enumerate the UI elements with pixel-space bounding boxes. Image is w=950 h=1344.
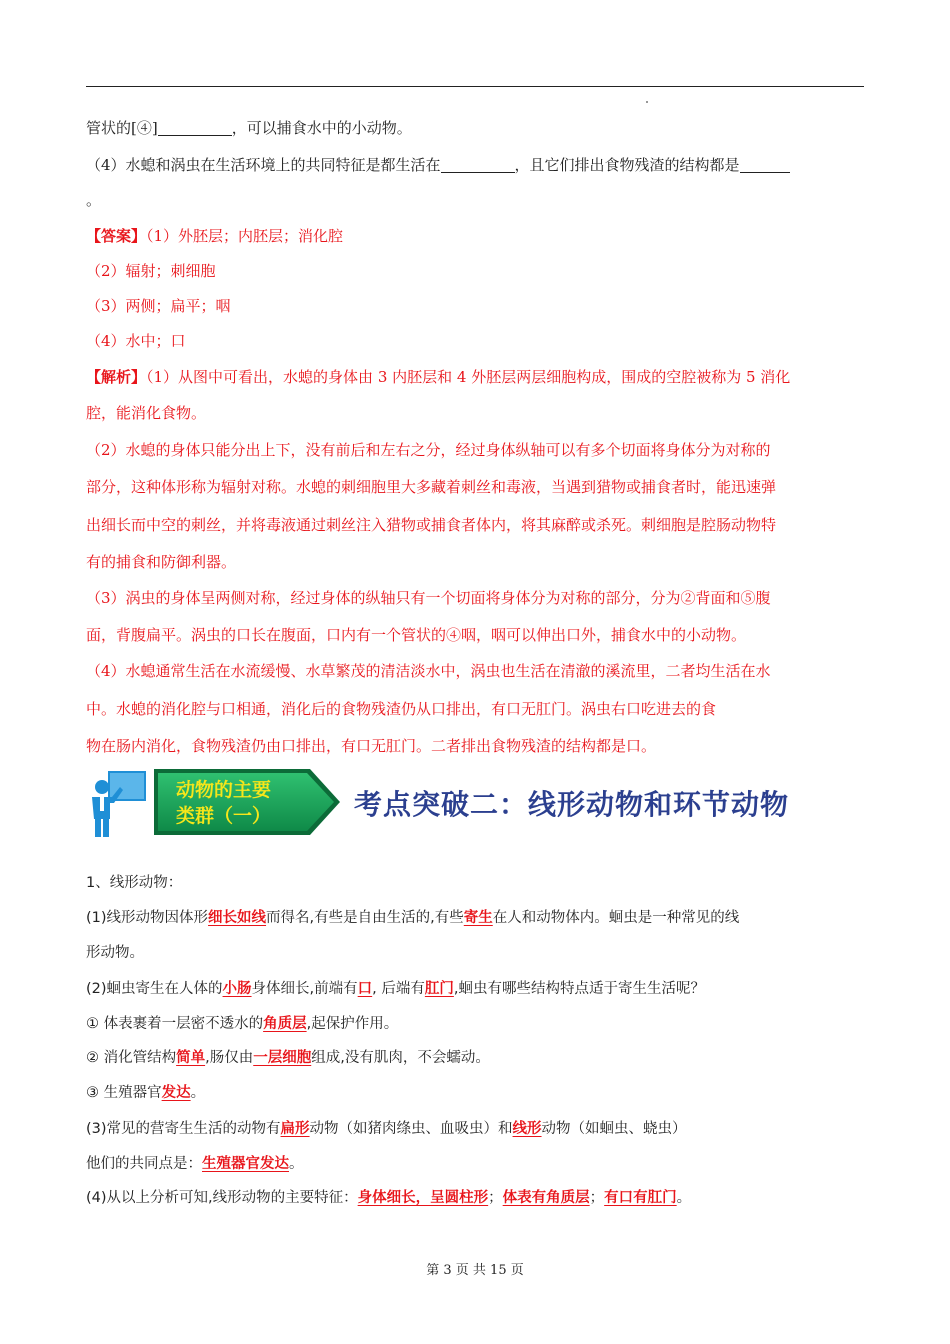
text: 组成,没有肌肉，不会蠕动。 xyxy=(311,1050,490,1066)
section-heading: 1、线形动物： xyxy=(86,875,183,891)
analysis-line-9: （4）水螅通常生活在水流缓慢、水草繁茂的清洁淡水中，涡虫也生活在清澈的溪流里，二者均生活在水 xyxy=(86,662,771,680)
text: ② 消化管结构 xyxy=(86,1050,177,1066)
analysis-text: （1）从图中可看出，水螅的身体由 3 内胚层和 4 外胚层两层细胞构成，围成的空腔被称为 5 消化 xyxy=(146,368,791,386)
q3-prefix: 管状的[④] xyxy=(86,119,158,137)
analysis-line-7: （3）涡虫的身体呈两侧对称，经过身体的纵轴只有一个切面将身体分为对称的部分，分为②背面和⑤腹 xyxy=(86,589,771,607)
text: (1)线形动物因体形 xyxy=(86,910,209,926)
answer-line-4: （4）水中；口 xyxy=(86,332,186,350)
key-term: 有口有肛门 xyxy=(604,1190,677,1206)
text: , 后端有 xyxy=(372,981,425,997)
text: (2)蛔虫寄生在人体的 xyxy=(86,981,223,997)
para-4 xyxy=(86,1047,876,1069)
para-7 xyxy=(86,1153,876,1175)
key-term: 线形 xyxy=(512,1121,542,1137)
key-term: 身体细长，呈圆柱形 xyxy=(357,1190,489,1206)
q3-suffix: ，可以捕食水中的小动物。 xyxy=(231,119,412,137)
q4-middle: ，且它们排出食物残渣的结构都是 xyxy=(514,156,740,174)
analysis-line-10: 中。水螅的消化腔与口相通，消化后的食物残渣仍从口排出，有口无肛门。涡虫右口吃进去的食 xyxy=(86,700,717,718)
text: 而得名,有些是自由生活的,有些 xyxy=(266,910,464,926)
analysis-label: 【解析】 xyxy=(86,368,147,386)
text: ③ 生殖器官 xyxy=(86,1085,162,1101)
text: ,蛔虫有哪些结构特点适于寄生生活呢？ xyxy=(453,981,705,997)
analysis-line-4: 部分，这种体形称为辐射对称。水螅的刺细胞里大多藏着刺丝和毒液，当遇到猎物或捕食者时，能迅速弹 xyxy=(86,478,777,496)
key-term: 角质层 xyxy=(263,1016,307,1032)
key-term: 细长如线 xyxy=(208,910,267,926)
answer-text: （1）外胚层；内胚层；消化腔 xyxy=(146,227,344,245)
answer-blank xyxy=(441,157,515,173)
text: 动物（如猪肉绦虫、血吸虫）和 xyxy=(309,1121,513,1137)
text: 他们的共同点是： xyxy=(86,1156,202,1172)
q4-line xyxy=(86,154,876,176)
text: 。 xyxy=(676,1190,692,1206)
teacher-icon xyxy=(86,769,148,837)
key-term: 一层细胞 xyxy=(253,1050,312,1066)
analysis-line-2: 腔，能消化食物。 xyxy=(86,404,207,422)
key-term: 肛门 xyxy=(424,981,454,997)
topic-pill-label xyxy=(176,777,306,829)
text: ； xyxy=(488,1190,503,1206)
analysis-line-1 xyxy=(86,366,876,388)
key-term: 体表有角质层 xyxy=(502,1190,590,1206)
key-term: 小肠 xyxy=(222,981,252,997)
text: 。 xyxy=(289,1156,304,1172)
answer-label: 【答案】 xyxy=(86,227,147,245)
key-term: 寄生 xyxy=(463,910,493,926)
para-1-cont: 形动物。 xyxy=(86,945,144,961)
para-1 xyxy=(86,907,876,929)
key-term: 口 xyxy=(357,981,373,997)
para-5 xyxy=(86,1082,876,1104)
pill-line-2: 类群（一） xyxy=(176,805,272,827)
analysis-line-8: 面，背腹扁平。涡虫的口长在腹面，口内有一个管状的④咽，咽可以伸出口外，捕食水中的小动物。 xyxy=(86,626,747,644)
para-2 xyxy=(86,978,876,1000)
text: 。 xyxy=(190,1085,206,1101)
para-8 xyxy=(86,1187,876,1209)
answer-line-3: （3）两侧；扁平；咽 xyxy=(86,297,231,315)
key-term: 扁形 xyxy=(280,1121,310,1137)
text: ； xyxy=(589,1190,605,1206)
q4-prefix: （4）水螅和涡虫在生活环境上的共同特征是都生活在 xyxy=(86,156,441,174)
answer-line-1 xyxy=(86,225,876,247)
text: ① 体表裹着一层密不透水的 xyxy=(86,1016,264,1032)
key-term: 发达 xyxy=(161,1085,191,1101)
analysis-line-6: 有的捕食和防御利器。 xyxy=(86,553,237,571)
section-banner xyxy=(86,763,866,845)
para-6 xyxy=(86,1118,876,1140)
section-title: 考点突破二：线形动物和环节动物 xyxy=(354,788,790,821)
text: 身体细长,前端有 xyxy=(251,981,358,997)
text: 在人和动物体内。蛔虫是一种常见的线 xyxy=(492,910,740,926)
text: ,起保护作用。 xyxy=(306,1016,399,1032)
text: 动物（如蛔虫、蛲虫） xyxy=(541,1121,687,1137)
page-footer: 第 3 页 共 15 页 xyxy=(426,1263,524,1278)
key-term: 生殖器官发达 xyxy=(202,1156,289,1172)
para-3 xyxy=(86,1013,876,1035)
q3-line-end xyxy=(86,117,876,139)
analysis-line-3: （2）水螅的身体只能分出上下，没有前后和左右之分，经过身体纵轴可以有多个切面将身体分为对称的 xyxy=(86,441,771,459)
answer-line-2: （2）辐射；刺细胞 xyxy=(86,262,216,280)
analysis-line-11: 物在肠内消化，食物残渣仍由口排出，有口无肛门。二者排出食物残渣的结构都是口。 xyxy=(86,737,657,755)
key-term: 简单 xyxy=(176,1050,206,1066)
pill-line-1: 动物的主要 xyxy=(176,779,272,801)
q4-tail: 。 xyxy=(86,191,102,209)
text: (4)从以上分析可知,线形动物的主要特征： xyxy=(86,1190,358,1206)
dot-mark xyxy=(646,101,648,103)
answer-blank xyxy=(740,157,790,173)
header-rule xyxy=(86,86,864,87)
text: ,肠仅由 xyxy=(205,1050,254,1066)
analysis-line-5: 出细长而中空的刺丝，并将毒液通过刺丝注入猎物或捕食者体内，将其麻醉或杀死。刺细胞是腔肠动物特 xyxy=(86,516,777,534)
text: (3)常见的营寄生生活的动物有 xyxy=(86,1121,281,1137)
answer-blank xyxy=(158,120,232,136)
